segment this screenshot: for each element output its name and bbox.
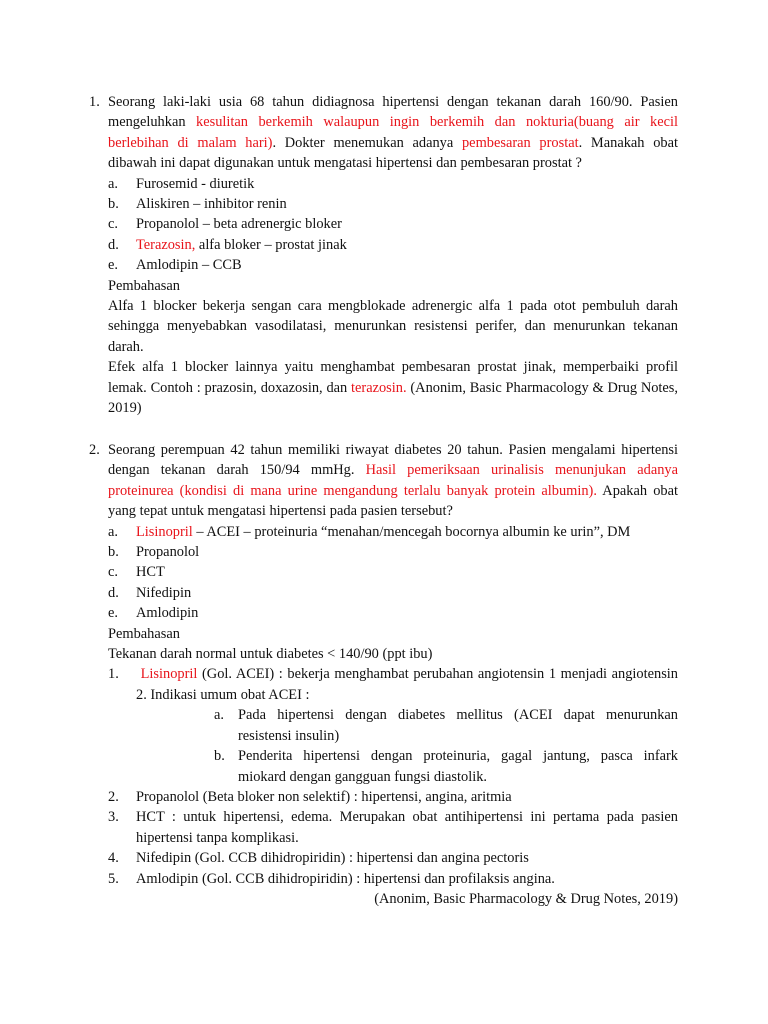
option-b <box>108 194 678 214</box>
option-letter: b. <box>108 544 119 561</box>
highlight-lisinopril: Lisinopril <box>136 666 198 683</box>
option-text: Amlodipin – CCB <box>136 257 242 274</box>
option-letter: c. <box>108 564 118 581</box>
answer-highlight: Terazosin, <box>136 236 196 253</box>
discussion-paragraph: Alfa 1 blocker bekerja sengan cara mengblokade adrenergic alfa 1 pada otot pembuluh darah sehingga menyebabkan vasodilatasi, menurunkan resistensi perifer, dan menurunkan tekanan darah. <box>108 298 678 355</box>
question-2 <box>89 440 678 909</box>
option-c <box>108 562 678 582</box>
option-c <box>108 214 678 234</box>
sub-text: Pada hipertensi dengan diabetes mellitus (ACEI dapat menurunkan resistensi insulin) <box>238 707 678 744</box>
question-text-part: Seorang laki-laki usia 68 tahun didiagnosa hipertensi dengan tekanan darah 160/90. Pasien mengeluhkan <box>108 94 678 131</box>
discussion-title: Pembahasan <box>108 277 180 294</box>
option-letter: a. <box>108 523 118 540</box>
option-text: Furosemid - diuretik <box>136 175 255 192</box>
option-text: Propanolol – beta adrenergic bloker <box>136 216 342 233</box>
option-text: – ACEI – proteinuria “menahan/mencegah bocornya albumin ke urin”, DM <box>192 523 631 540</box>
option-d <box>108 583 678 603</box>
item-text: Propanolol (Beta bloker non selektif) : hipertensi, angina, aritmia <box>136 788 512 805</box>
drug-item-5 <box>108 869 678 889</box>
highlight-prostate: pembesaran prostat <box>461 134 579 151</box>
item-number: 5. <box>108 870 119 887</box>
option-letter: d. <box>108 236 119 253</box>
discussion-title: Pembahasan <box>108 625 180 642</box>
item-text: Nifedipin (Gol. CCB dihidropiridin) : hipertensi dan angina pectoris <box>136 850 529 867</box>
drug-item-3 <box>108 807 678 848</box>
question-text-part: Apakah obat yang tepat untuk mengatasi hipertensi pada pasien tersebut? <box>108 482 678 520</box>
sub-letter: a. <box>214 707 224 724</box>
option-text: Propanolol <box>136 544 200 561</box>
answer-highlight: Lisinopril <box>136 523 193 540</box>
highlight-symptoms: kesulitan berkemih walaupun ingin berkemih dan nokturia(buang air kecil berlebihan di malam hari) <box>108 114 679 151</box>
sub-text: Penderita hipertensi dengan proteinuria, gagal jantung, pasca infark miokard dengan gangguan fungsi diastolik. <box>238 748 678 785</box>
paragraph-text: Efek alfa 1 blocker lainnya yaitu menghambat pembesaran prostat jinak, memperbaiki profil lemak. Contoh : prazosin, doxazosin, dan <box>108 359 678 396</box>
indication-b <box>108 746 678 787</box>
option-e <box>108 603 678 623</box>
option-text: HCT <box>136 564 165 581</box>
option-a <box>108 174 678 194</box>
question-number: 1. <box>89 94 100 110</box>
discussion-paragraph <box>108 357 678 418</box>
drug-item-2 <box>108 787 678 807</box>
option-a <box>108 522 678 542</box>
option-letter: e. <box>108 605 118 622</box>
option-text: Nifedipin <box>136 584 192 601</box>
paragraph-text: (Anonim, Basic Pharmacology & Drug Notes, 2019) <box>108 379 678 417</box>
item-text: (Gol. ACEI) : bekerja menghambat perubahan angiotensin 1 menjadi angiotensin 2. Indikasi umum obat ACEI : <box>136 666 678 703</box>
drug-item-4 <box>108 848 678 868</box>
option-letter: d. <box>108 584 119 601</box>
option-letter: a. <box>108 175 118 192</box>
highlight-urinalysis: Hasil pemeriksaan urinalisis menunjukan adanya proteinurea (kondisi di mana urine mengandung terlalu banyak protein albumin). <box>108 462 678 499</box>
indication-a <box>108 705 678 746</box>
item-number: 3. <box>108 809 119 826</box>
option-e <box>108 255 678 275</box>
question-number: 2. <box>89 442 100 458</box>
option-text: alfa bloker – prostat jinak <box>195 236 347 253</box>
highlight-terazosin: terazosin. <box>351 379 407 396</box>
question-1 <box>89 92 679 419</box>
question-text <box>108 440 678 522</box>
item-number: 2. <box>108 788 119 805</box>
option-letter: c. <box>108 216 118 233</box>
option-letter: e. <box>108 257 118 274</box>
item-text: HCT : untuk hipertensi, edema. Merupakan obat antihipertensi ini pertama pada pasien hipertensi tanpa komplikasi. <box>136 809 678 846</box>
option-text: Aliskiren – inhibitor renin <box>136 196 287 213</box>
item-text: Amlodipin (Gol. CCB dihidropiridin) : hipertensi dan profilaksis angina. <box>136 870 555 887</box>
sub-letter: b. <box>214 748 225 765</box>
item-number: 4. <box>108 850 119 867</box>
reference: (Anonim, Basic Pharmacology & Drug Notes, 2019) <box>374 890 678 907</box>
question-text-part: . Manakah obat dibawah ini dapat digunakan untuk mengatasi hipertensi dan pembesaran prostat ? <box>108 134 678 172</box>
option-d <box>108 235 678 255</box>
question-text-part: . Dokter menemukan adanya <box>272 134 462 151</box>
question-text-part: Seorang perempuan 42 tahun memiliki riwayat diabetes 20 tahun. Pasien mengalami hipertensi dengan tekanan darah 150/94 mmHg. <box>108 442 678 479</box>
option-text: Amlodipin <box>136 605 199 622</box>
option-b <box>108 542 678 562</box>
item-number: 1. <box>108 666 119 683</box>
option-letter: b. <box>108 196 119 213</box>
question-text <box>108 92 678 174</box>
normal-bp-note: Tekanan darah normal untuk diabetes < 140/90 (ppt ibu) <box>108 646 433 663</box>
drug-item-1 <box>108 664 678 705</box>
